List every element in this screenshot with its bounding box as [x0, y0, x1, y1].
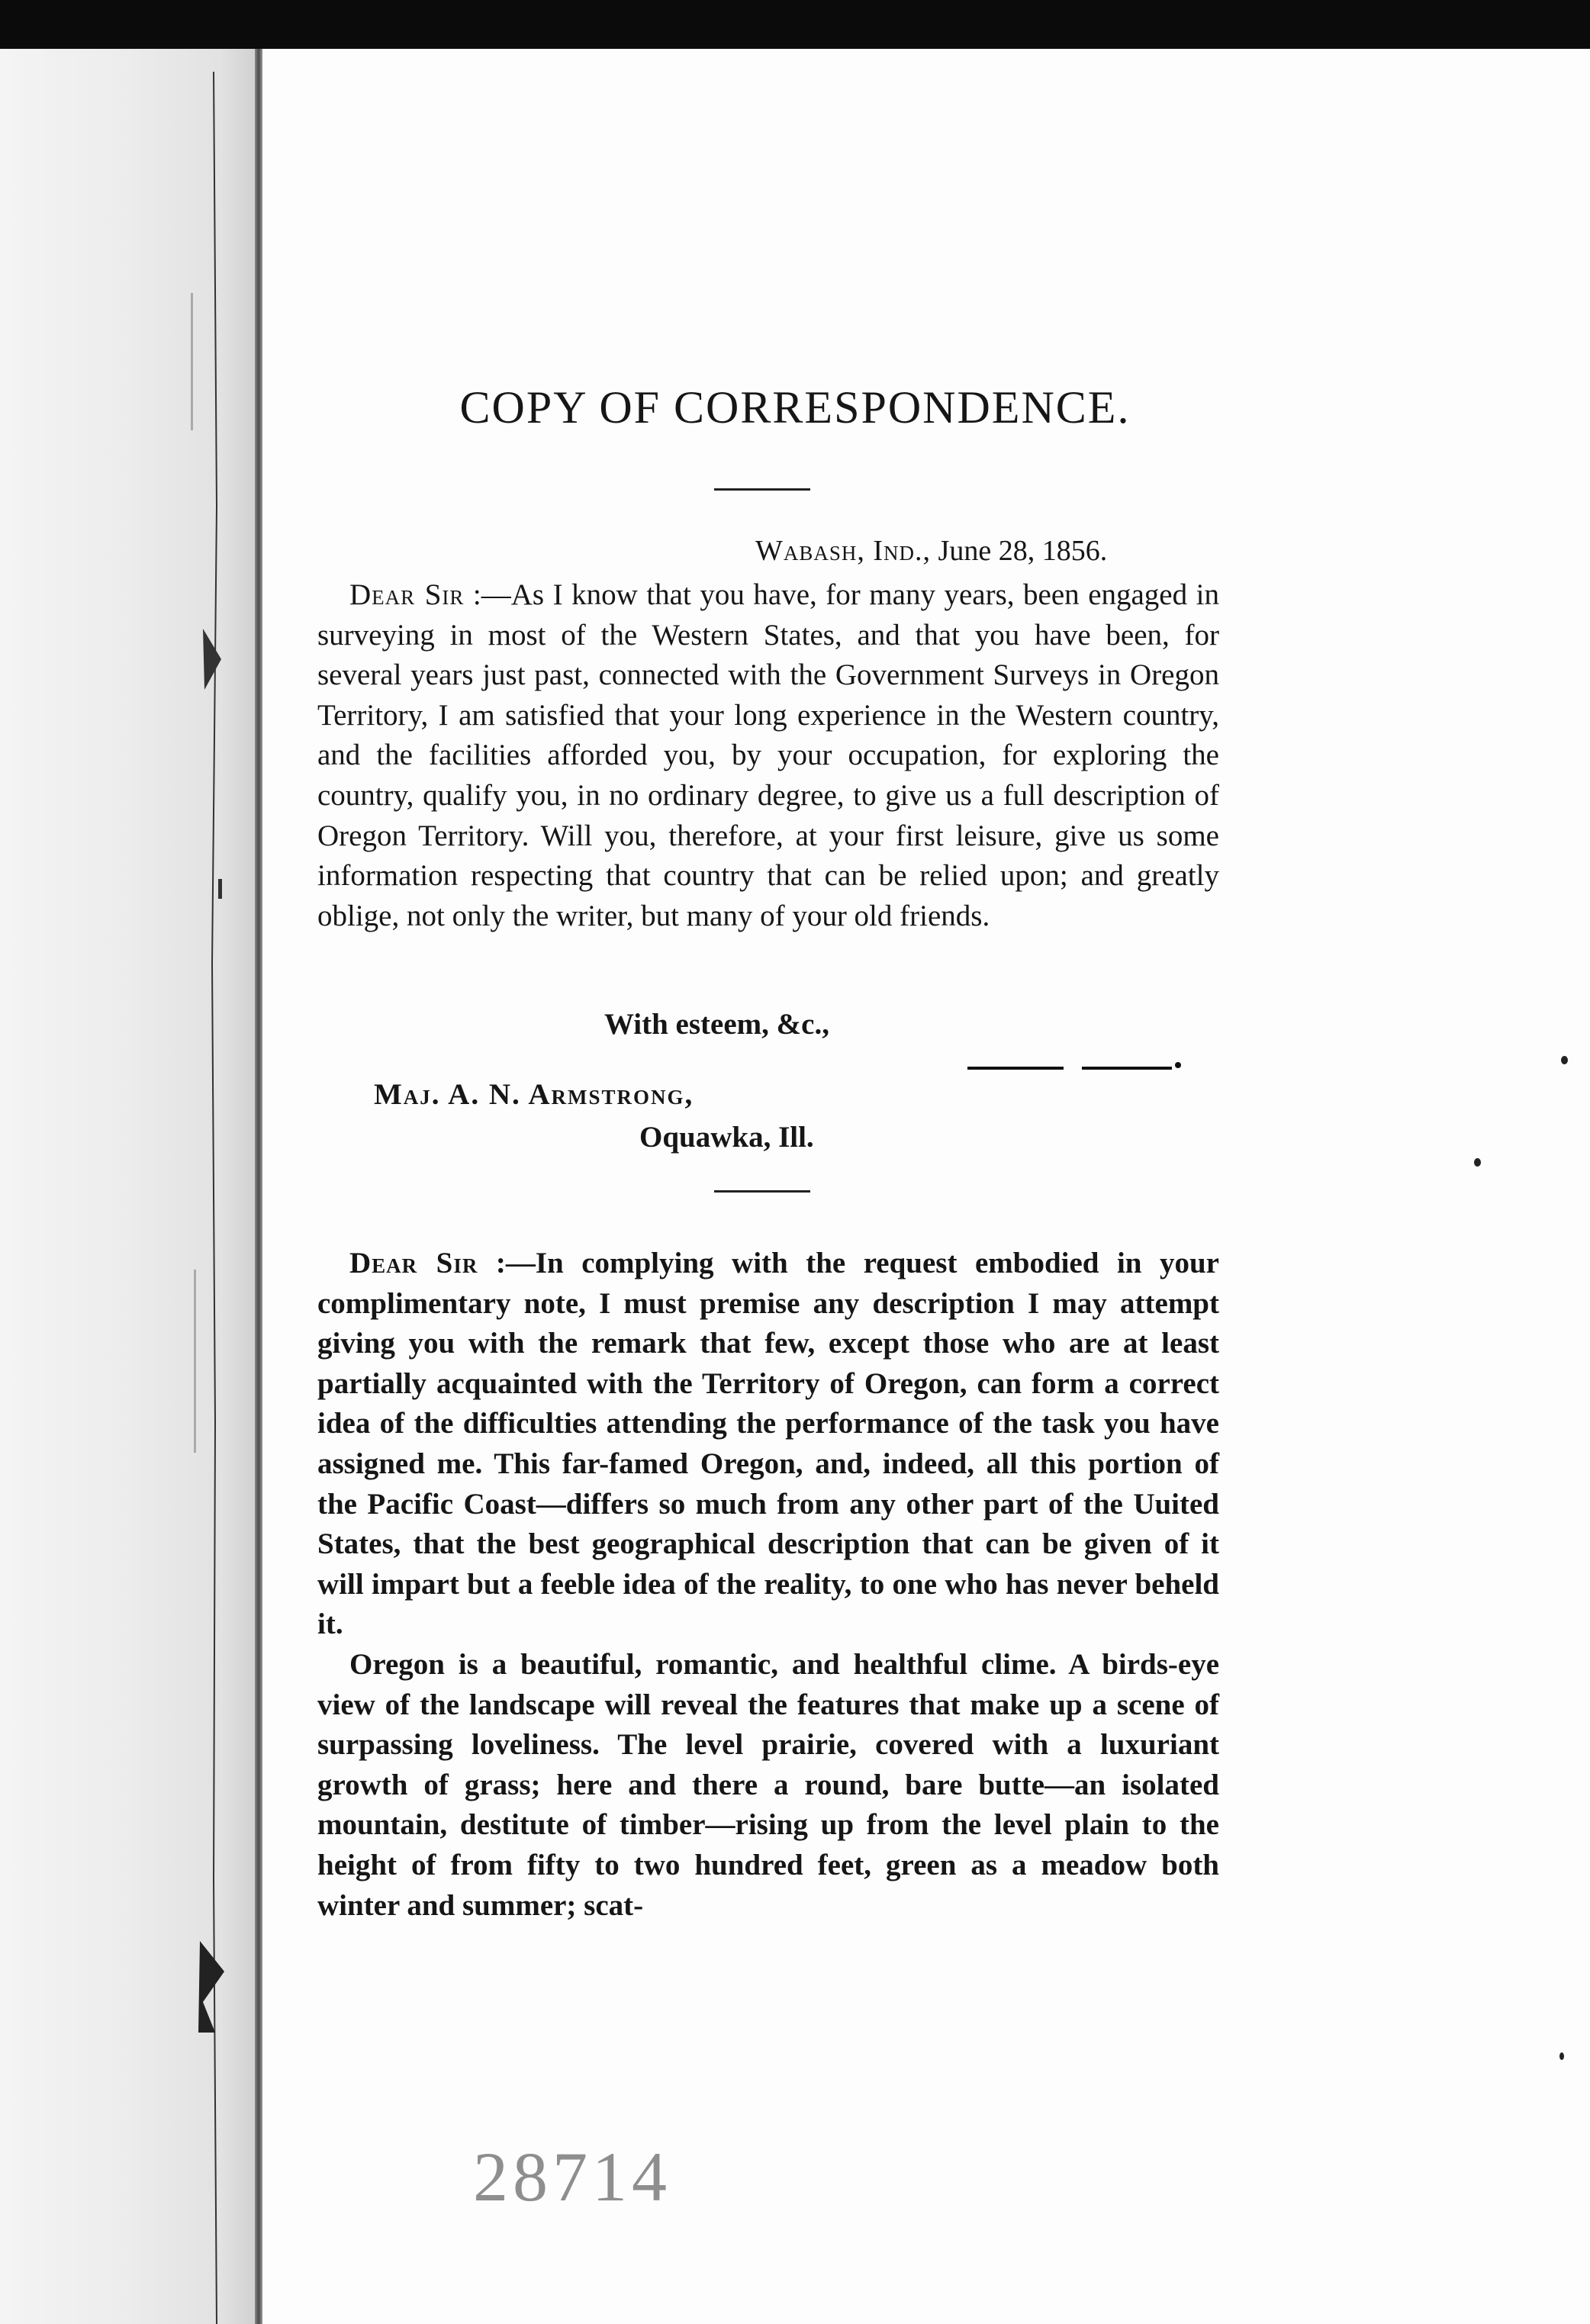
- letter1-text: :—As I know that you have, for many years, been engaged in surveying in most of the Western States, and that you have been, for several years just past, connected with the Government Surveys in Oregon Territory, I am satisfied that your long experience in the Western country, and the facilities afforded you, by your occupation, for exploring the country, qualify you, in no ordinary degree, to give us a full description of Oregon Territory. Will you, therefore, at your first leisure, give us some information respecting that country that can be relied upon; and greatly oblige, not only the writer, but many of your old friends.: [317, 578, 1219, 932]
- signature-dash: [1082, 1067, 1172, 1070]
- letter2-paragraph2: Oregon is a beautiful, romantic, and healthful clime. A birds-eye view of the landscape will reveal the features that make up a scene of surpassing loveliness. The level prairie, covered with a luxuriant growth of grass; here and there a round, bare butte—an isolated mountain, destitute of timber—rising up from the level plain to the height of from fifty to two hundred feet, green as a meadow both winter and summer; scat-: [317, 1648, 1219, 1922]
- letter1-addressee: [374, 1077, 694, 1112]
- letter-divider: [714, 1190, 810, 1193]
- letter1-salutation: Dear Sir: [349, 578, 465, 611]
- letter1-addressee-place: Oquawka, Ill.: [639, 1121, 814, 1154]
- title-divider: [714, 488, 810, 491]
- letter1-dateline: [755, 534, 1107, 568]
- signature-dot: [1175, 1062, 1181, 1068]
- catalog-stamp-number: 28714: [473, 2138, 671, 2216]
- letter2-text: :—In complying with the request embodied in your complimentary note, I must premise any description I may attempt giving you with the remark that few, except those who are at least partially acquainted with the Territory of Oregon, can form a correct idea of the difficulties attending the performance of the task you have assigned me. This far-famed Oregon, and, indeed, all this portion of the Pacific Coast—differs so much from any other part of the Uuited States, that the best geographical description that can be given of it will impart but a feeble idea of the reality, to one who has never beheld it.: [317, 1247, 1219, 1641]
- letter2-paragraph1: [317, 1244, 1219, 1645]
- letter1-body: [317, 575, 1219, 936]
- addressee-name: Maj. A. N. Armstrong,: [374, 1078, 694, 1111]
- signature-dash: [967, 1067, 1064, 1070]
- dateline-place: Wabash, Ind.,: [755, 535, 932, 567]
- letter2-salutation: Dear Sir: [349, 1247, 478, 1279]
- letter1-closing: With esteem, &c.,: [604, 1008, 829, 1041]
- document-title: COPY OF CORRESPONDENCE.: [459, 382, 1131, 433]
- ink-speck: [1559, 2052, 1564, 2060]
- dateline-date: June 28, 1856.: [931, 535, 1108, 567]
- ink-speck: [1474, 1158, 1481, 1167]
- scan-top-border: [0, 0, 1590, 49]
- ink-speck: [1561, 1056, 1568, 1064]
